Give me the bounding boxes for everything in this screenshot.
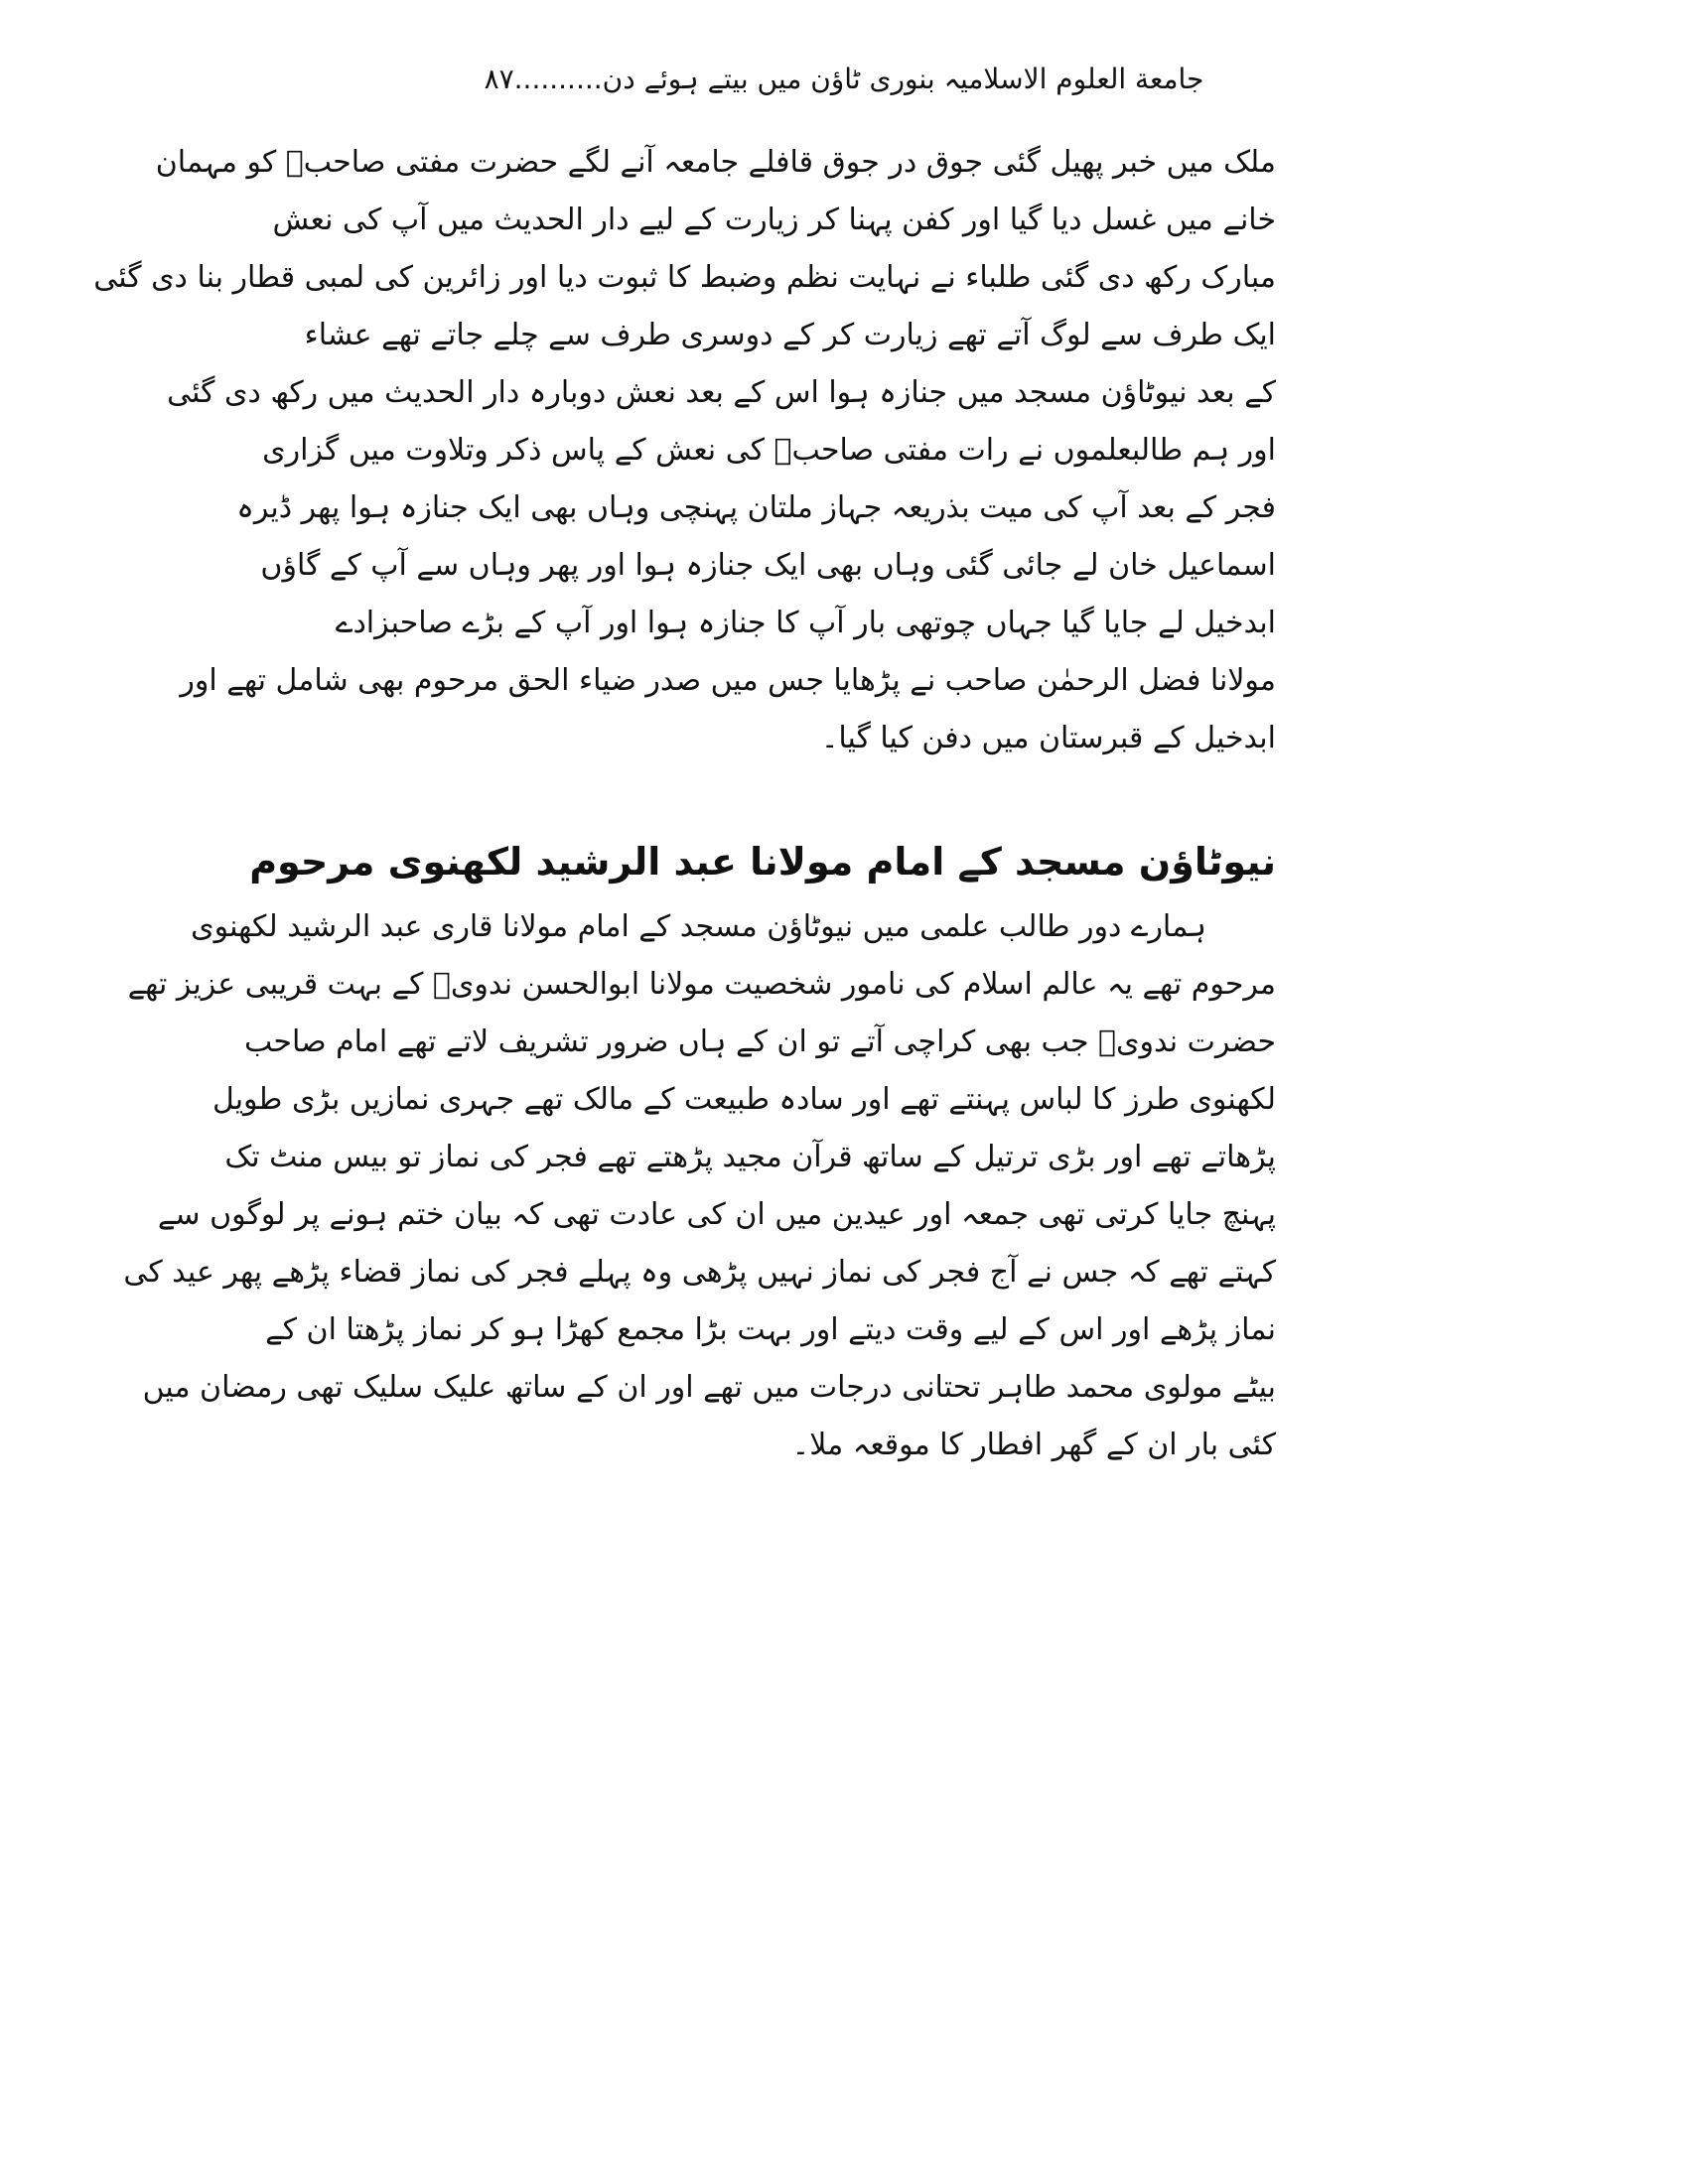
text-line: اور ہم طالبعلموں نے رات مفتی صاحبؒ کی نعش کے پاس ذکر وتلاوت میں گزاری: [262, 433, 1276, 468]
text-line: بیٹے مولوی محمد طاہر تحتانی درجات میں تھے اور ان کے ساتھ علیک سلیک تھی رمضان میں: [142, 1370, 1276, 1405]
text-line: کے بعد نیوٹاؤن مسجد میں جنازہ ہوا اس کے بعد نعش دوبارہ دار الحدیث میں رکھ دی گئی: [167, 375, 1276, 410]
paragraph-funeral-account: [93, 134, 1276, 767]
text-line: ایک طرف سے لوگ آتے تھے زیارت کر کے دوسری طرف سے چلے جاتے تھے عشاء: [304, 318, 1276, 352]
text-line: مرحوم تھے یہ عالم اسلام کی نامور شخصیت مولانا ابوالحسن ندویؒ کے بہت قریبی عزیز تھے: [127, 967, 1276, 1002]
text-line: حضرت ندویؒ جب بھی کراچی آتے تو ان کے ہاں ضرور تشریف لاتے تھے امام صاحب: [243, 1024, 1276, 1059]
text-line: کہتے تھے کہ جس نے آج فجر کی نماز نہیں پڑھی وہ پہلے فجر کی نماز قضاء پڑھے پھر عید کی: [123, 1255, 1276, 1290]
text-line: پڑھاتے تھے اور بڑی ترتیل کے ساتھ قرآن مجید پڑھتے تھے فجر کی نماز تو بیس منٹ تک: [224, 1140, 1276, 1174]
text-line: مولانا فضل الرحمٰن صاحب نے پڑھایا جس میں صدر ضیاء الحق مرحوم بھی شامل تھے اور: [180, 663, 1276, 698]
text-line: نماز پڑھے اور اس کے لیے وقت دیتے اور بہت بڑا مجمع کھڑا ہو کر نماز پڑھتا ان کے: [265, 1312, 1276, 1347]
text-line: مبارک رکھ دی گئی طلباء نے نہایت نظم وضبط کا ثبوت دیا اور زائرین کی لمبی قطار بنا دی گئی: [93, 260, 1276, 295]
running-header: جامعة العلوم الاسلامیہ بنوری ٹاؤن میں بیتے ہوئے دن..........۸۷: [484, 63, 1204, 95]
text-line: ہمارے دور طالب علمی میں نیوٹاؤن مسجد کے امام مولانا قاری عبد الرشید لکھنوی: [191, 909, 1206, 944]
text-line: فجر کے بعد آپ کی میت بذریعہ جہاز ملتان پہنچی وہاں بھی ایک جنازہ ہوا پھر ڈیرہ: [236, 490, 1276, 525]
section-heading: نیوٹاؤن مسجد کے امام مولانا عبد الرشید لکھنوی مرحوم: [249, 840, 1276, 884]
text-line: اسماعیل خان لے جائی گئی وہاں بھی ایک جنازہ ہوا اور پھر وہاں سے آپ کے گاؤں: [260, 548, 1276, 583]
text-line: کئی بار ان کے گھر افطار کا موقعہ ملا۔: [791, 1428, 1276, 1462]
text-line: خانے میں غسل دیا گیا اور کفن پہنا کر زیارت کے لیے دار الحدیث میں آپ کی نعش: [272, 203, 1276, 237]
text-line: ابدخیل لے جایا گیا جہاں چوتھی بار آپ کا جنازہ ہوا اور آپ کے بڑے صاحبزادے: [335, 606, 1276, 640]
text-line: پہنچ جایا کرتی تھی جمعہ اور عیدین میں ان کی عادت تھی کہ بیان ختم ہونے پر لوگوں سے: [157, 1197, 1276, 1232]
text-line: لکھنوی طرز کا لباس پہنتے تھے اور سادہ طبیعت کے مالک تھے جہری نمازیں بڑی طویل: [211, 1082, 1276, 1117]
text-line: ابدخیل کے قبرستان میں دفن کیا گیا۔: [820, 721, 1276, 755]
paragraph-imam-account: [123, 898, 1276, 1474]
text-line: ملک میں خبر پھیل گئی جوق در جوق قافلے جامعہ آنے لگے حضرت مفتی صاحبؒ کو مہمان: [155, 145, 1276, 180]
